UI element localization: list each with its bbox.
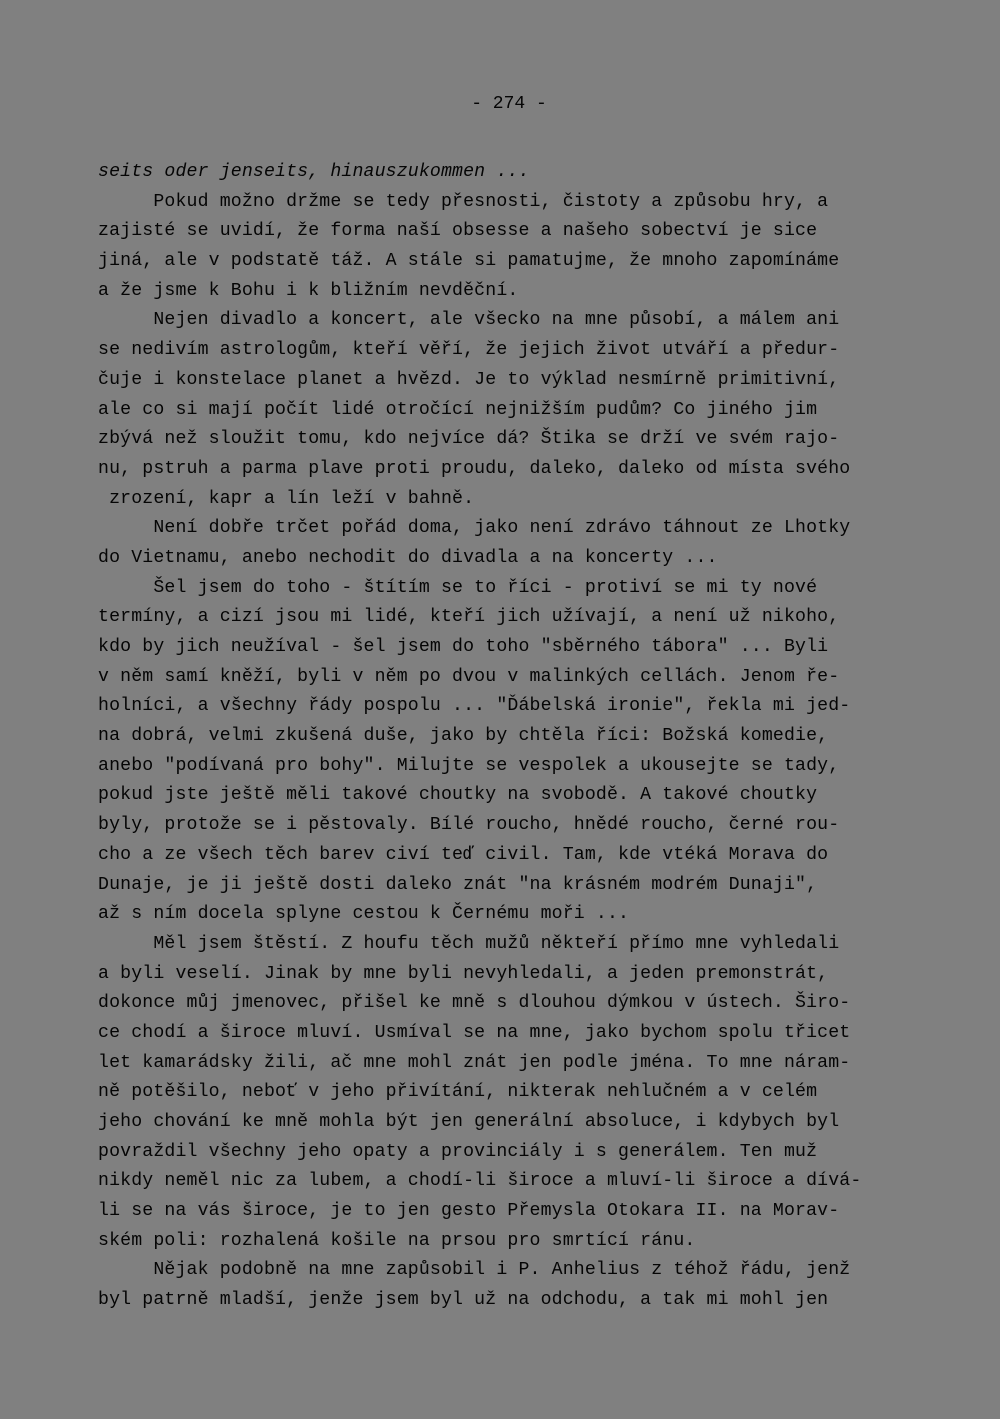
text-line: kdo by jich neužíval - šel jsem do toho "sběrného tábora" ... Byli (98, 637, 829, 657)
text-line: čuje i konstelace planet a hvězd. Je to výklad nesmírně primitivní, (98, 369, 840, 390)
text-line: až s ním docela splyne cestou k Černému moři ... (98, 904, 630, 925)
text-line: cho a ze všech těch barev civí teď civil. Tam, kde vtéká Morava do (98, 844, 829, 865)
text-line: Šel jsem do toho - štítím se to říci - protiví se mi ty nové (98, 577, 818, 598)
text-line: Dunaje, je ji ještě dosti daleko znát "na krásném modrém Dunaji", (98, 874, 818, 895)
text-line: pokud jste ještě měli takové choutky na svobodě. A takové choutky (98, 785, 818, 806)
text-line: seits oder jenseits, hinauszukommen ... (98, 162, 530, 182)
text-line: termíny, a cizí jsou mi lidé, kteří jich užívají, a není už nikoho, (98, 607, 840, 628)
text-line: a že jsme k Bohu i k bližním nevděční. (98, 280, 519, 301)
text-line: jiná, ale v podstatě táž. A stále si pamatujme, že mnoho zapomínáme (98, 251, 840, 272)
text-line: Pokud možno držme se tedy přesnosti, čistoty a způsobu hry, a (98, 191, 829, 212)
text-line: ně potěšilo, neboť v jeho přivítání, nikterak nehlučném a v celém (98, 1082, 818, 1103)
text-line: jeho chování ke mně mohla být jen generální absoluce, i kdybych byl (98, 1112, 840, 1132)
text-line: ském poli: rozhalená košile na prsou pro smrtící ránu. (98, 1230, 696, 1251)
text-line: Měl jsem štěstí. Z houfu těch mužů někteří přímo mne vyhledali (98, 933, 840, 954)
text-line: Nejen divadlo a koncert, ale všecko na mne působí, a málem ani (98, 310, 840, 331)
text-line: let kamarádsky žili, ač mne mohl znát jen podle jména. To mne náram- (98, 1052, 851, 1073)
text-line: Nějak podobně na mne zapůsobil i P. Anhelius z téhož řádu, jenž (98, 1260, 851, 1281)
text-line: li se na vás široce, je to jen gesto Přemysla Otokara II. na Morav- (98, 1201, 840, 1222)
text-line: a byli veselí. Jinak by mne byli nevyhledali, a jeden premonstrát, (98, 963, 829, 984)
page-number: - 274 - (471, 94, 547, 114)
text-line: nu, pstruh a parma plave proti proudu, daleko, daleko od místa svého (98, 458, 851, 479)
text-line: povraždil všechny jeho opaty a provinciály i s generálem. Ten muž (98, 1141, 818, 1162)
text-line: byly, protože se i pěstovaly. Bílé roucho, hnědé roucho, černé rou- (98, 815, 840, 836)
text-line: do Vietnamu, anebo nechodit do divadla a na koncerty ... (98, 547, 718, 568)
text-line: anebo "podívaná pro bohy". Milujte se vespolek a ukousejte se tady, (98, 755, 840, 776)
text-line: nikdy neměl nic za lubem, a chodí-li široce a mluví-li široce a dívá- (98, 1171, 862, 1192)
text-line: ce chodí a široce mluví. Usmíval se na mne, jako bychom spolu třicet (98, 1022, 851, 1043)
body-text (98, 158, 928, 1316)
text-line: byl patrně mladší, jenže jsem byl už na odchodu, a tak mi mohl jen (98, 1290, 829, 1311)
text-line: ale co si mají počít lidé otročící nejnižším pudům? Co jiného jim (98, 399, 818, 420)
text-line: zrození, kapr a lín leží v bahně. (98, 488, 475, 509)
text-line: na dobrá, velmi zkušená duše, jako by chtěla říci: Božská komedie, (98, 726, 829, 747)
text-line: holníci, a všechny řády pospolu ... "Ďábelská ironie", řekla mi jed- (98, 696, 851, 717)
text-line: zajisté se uvidí, že forma naší obsesse a našeho sobectví je sice (98, 221, 818, 242)
text-line: se nedivím astrologům, kteří věří, že jejich život utváří a předur- (98, 340, 840, 361)
text-line: dokonce můj jmenovec, přišel ke mně s dlouhou dýmkou v ústech. Širo- (98, 993, 851, 1014)
text-line: zbývá než sloužit tomu, kdo nejvíce dá? Štika se drží ve svém rajo- (98, 429, 840, 450)
text-line: Není dobře trčet pořád doma, jako není zdrávo táhnout ze Lhotky (98, 518, 851, 539)
text-line: v něm samí kněží, byli v něm po dvou v malinkých cellách. Jenom ře- (98, 666, 840, 687)
